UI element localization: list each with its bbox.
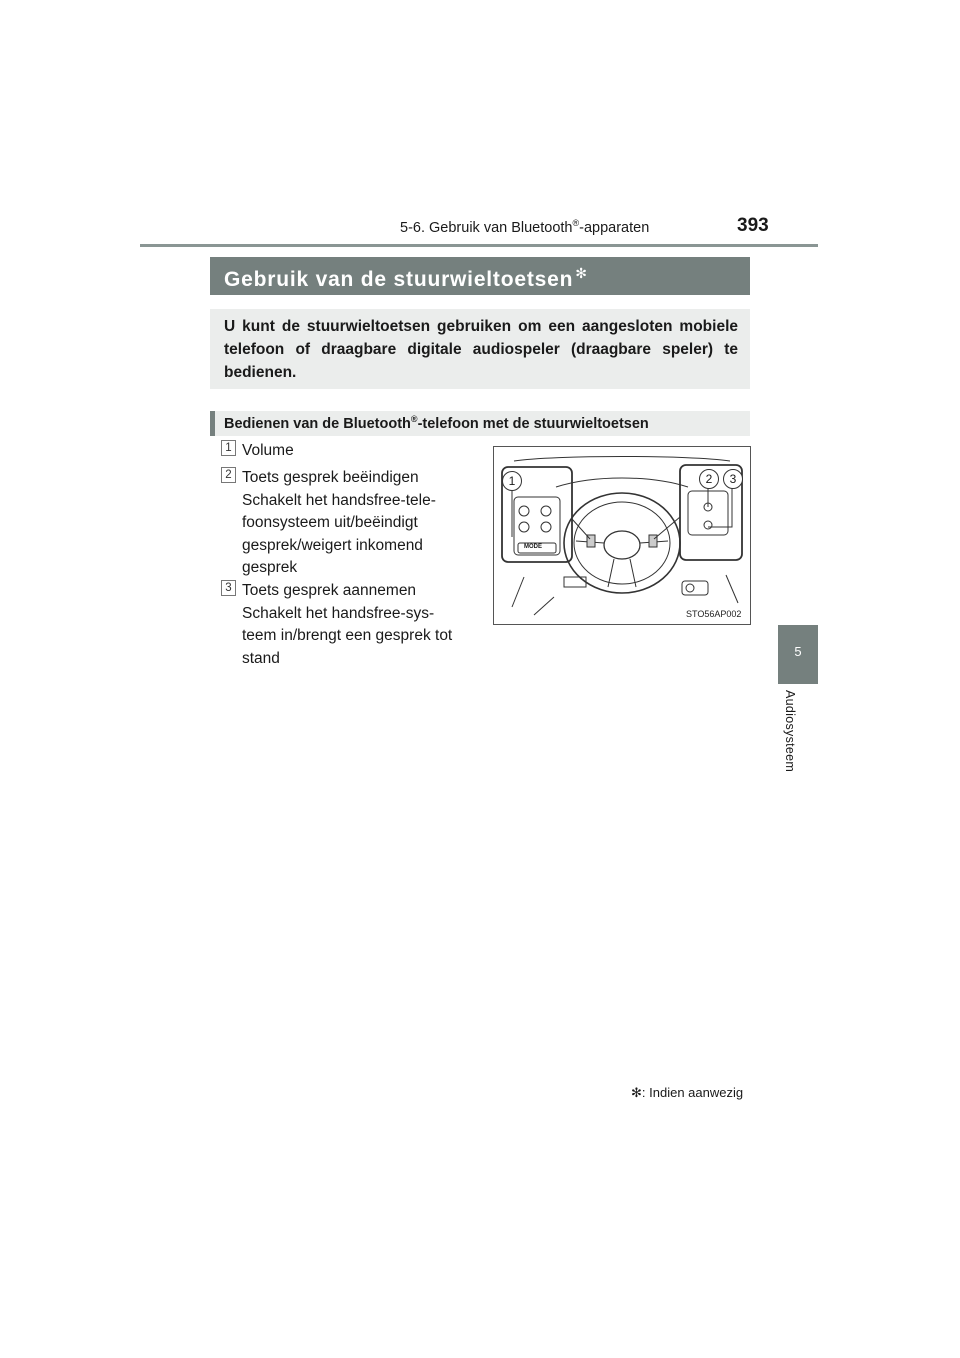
- page-number: 393: [737, 215, 769, 236]
- list-item-line: stand: [242, 649, 280, 667]
- footnote: ✻: Indien aanwezig: [631, 1085, 744, 1100]
- list-item-end-call: [242, 467, 492, 580]
- list-item-heading: Toets gesprek beëindigen: [242, 469, 419, 486]
- intro-box: [210, 309, 750, 389]
- list-item-line: gesprek: [242, 559, 298, 577]
- item-number-1: 1: [221, 440, 236, 456]
- list-item-line: Schakelt het handsfree-sys-: [242, 604, 435, 622]
- list-item-heading: Toets gesprek aannemen: [242, 582, 417, 599]
- figure-code: STO56AP002: [686, 609, 742, 619]
- callout-3: 3: [723, 469, 743, 489]
- intro-text: U kunt de stuurwieltoetsen gebruiken om een aangesloten mobiele telefoon of draagbare digitale audiospeler (draagbare speler) te bedienen.: [224, 318, 738, 381]
- list-item-line: Volume: [242, 442, 294, 459]
- header-rule: [140, 244, 818, 247]
- list-item-line: teem in/brengt een gesprek tot: [242, 627, 453, 645]
- list-item-line: foonsysteem uit/beëindigt: [242, 514, 418, 532]
- subheading-band: [210, 411, 750, 436]
- subheading-accent-bar: [210, 411, 215, 436]
- list-item-volume: [242, 440, 492, 463]
- subheading: Bedienen van de Bluetooth®-telefoon met de stuurwieltoetsen: [224, 414, 649, 432]
- chapter-label: Audiosysteem: [783, 690, 797, 773]
- optional-marker-icon: ✻: [631, 1085, 642, 1100]
- chapter-number: 5: [794, 644, 802, 659]
- list-item-answer-call: [242, 580, 492, 670]
- running-header-section: 5-6. Gebruik van Bluetooth®-apparaten: [400, 218, 650, 236]
- page-title: Gebruik van de stuurwieltoetsen ✻: [224, 265, 588, 291]
- list-item-line: Schakelt het handsfree-tele-: [242, 491, 436, 509]
- item-number-2: 2: [221, 467, 236, 483]
- item-number-3: 3: [221, 580, 236, 596]
- list-item-line: gesprek/weigert inkomend: [242, 536, 423, 554]
- chapter-tab: [778, 625, 818, 684]
- mode-button-label: MODE: [524, 544, 542, 550]
- page-title-band: [210, 257, 750, 295]
- optional-marker-icon: ✻: [575, 265, 588, 281]
- steering-wheel-illustration: [493, 446, 751, 625]
- callout-2: 2: [699, 469, 719, 489]
- callout-1: 1: [502, 471, 522, 491]
